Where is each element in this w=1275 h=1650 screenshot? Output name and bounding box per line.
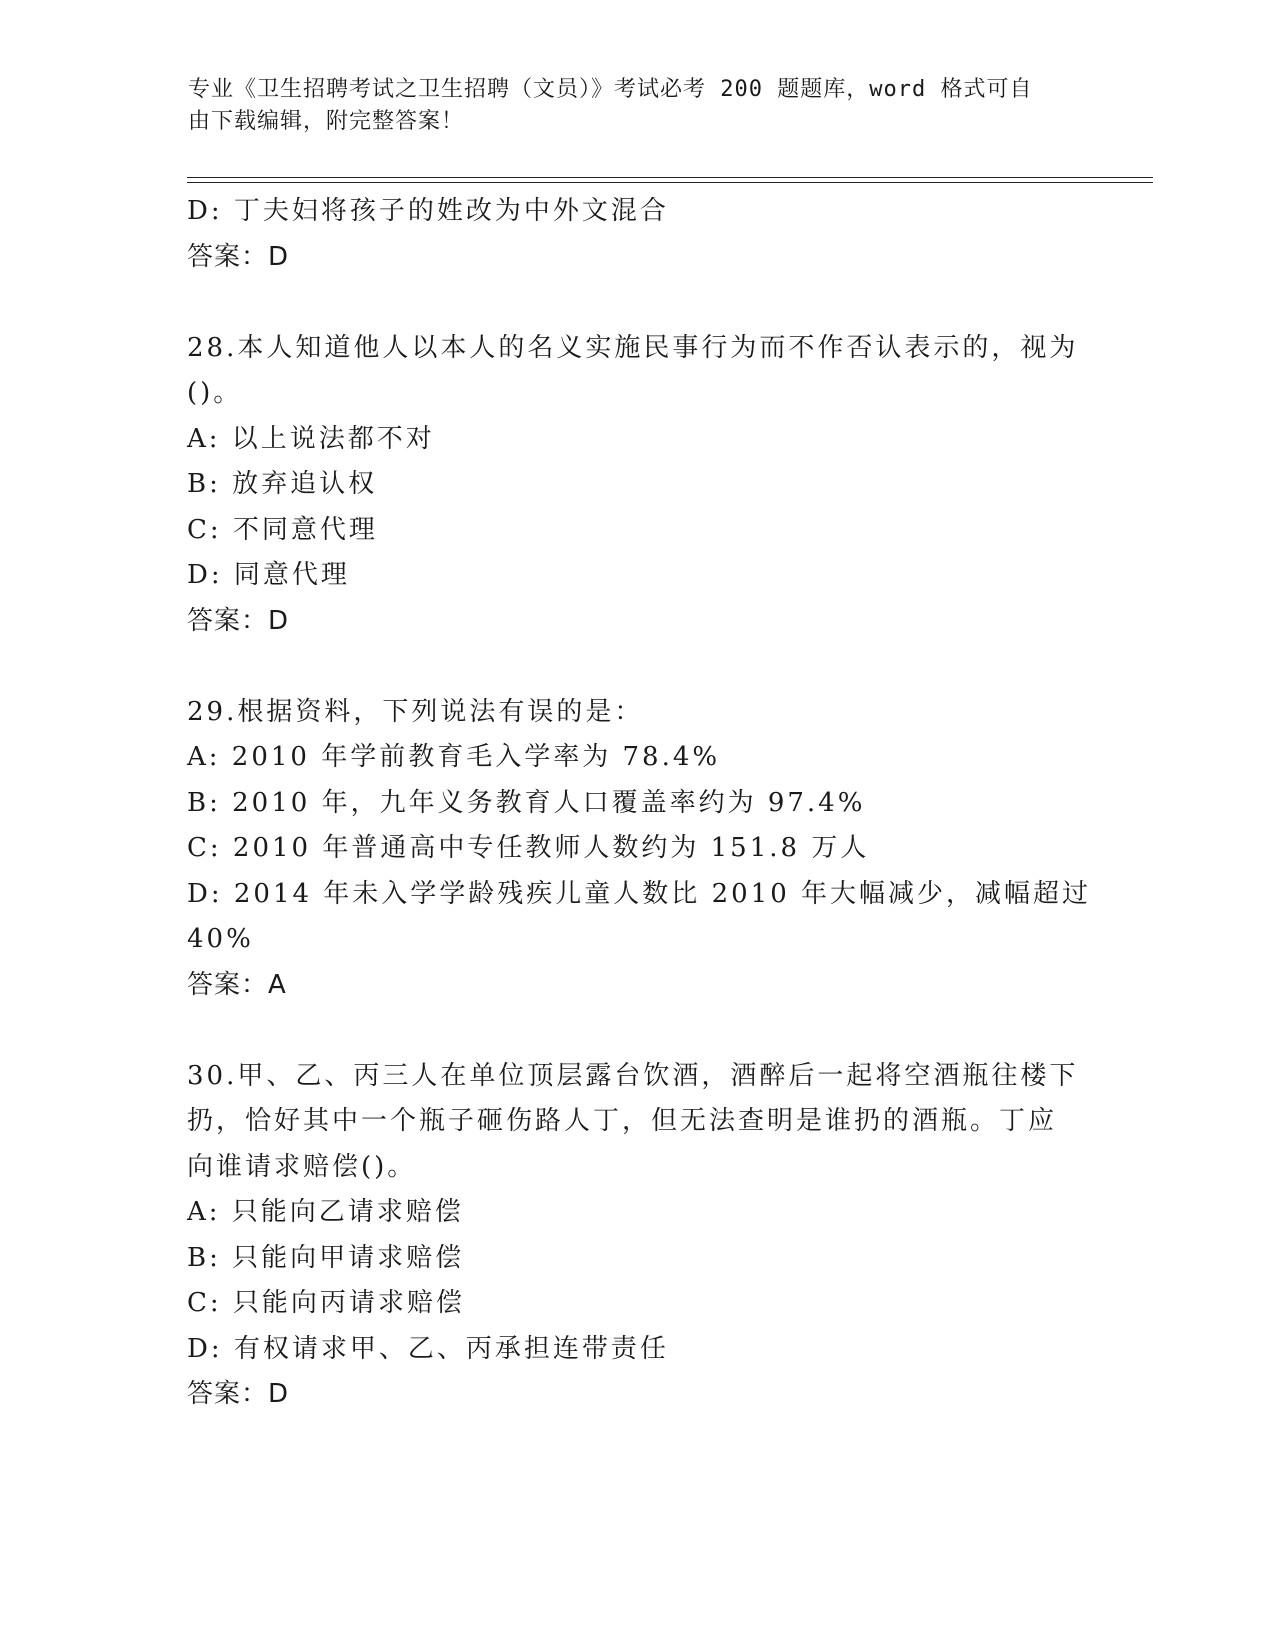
question-stem-line-3: 向谁请求赔偿()。 <box>187 1151 417 1182</box>
answer-line: 答案：D <box>187 241 290 272</box>
question-29 <box>187 690 1092 1009</box>
question-28 <box>187 326 1087 645</box>
option-c: C: 只能向丙请求赔偿 <box>187 1288 465 1318</box>
option-a: A: 以上说法都不对 <box>187 423 435 454</box>
option-b: B: 放弃追认权 <box>187 469 378 499</box>
question-stem-line-1: 30.甲、乙、丙三人在单位顶层露台饮酒，酒醉后一起将空酒瓶往楼下 <box>187 1060 1079 1091</box>
option-a: A: 只能向乙请求赔偿 <box>187 1197 464 1227</box>
header-line-2: 由下载编辑，附完整答案！ <box>188 109 465 134</box>
option-a: A: 2010 年学前教育毛入学率为 78.4% <box>187 742 721 772</box>
answer-line: 答案：D <box>187 1379 290 1409</box>
option-d-line-1: D: 2014 年未入学学龄残疾儿童人数比 2010 年大幅减少，减幅超过 <box>187 878 1092 909</box>
question-stem: 29.根据资料，下列说法有误的是： <box>187 696 644 727</box>
option-d: D: 同意代理 <box>187 560 350 590</box>
question-27-tail <box>187 189 1087 280</box>
option-d-line-2: 40% <box>187 924 254 954</box>
header-rule-bottom <box>187 182 1153 183</box>
answer-line: 答案：A <box>187 969 287 1000</box>
question-stem-line-2: 扔，恰好其中一个瓶子砸伤路人丁，但无法查明是谁扔的酒瓶。丁应 <box>187 1106 1058 1136</box>
question-list <box>187 189 1092 1418</box>
question-stem-line-2: ()。 <box>187 378 243 408</box>
option-d: D: 有权请求甲、乙、丙承担连带责任 <box>187 1333 669 1364</box>
header-rule-top <box>187 177 1153 178</box>
option-b: B: 只能向甲请求赔偿 <box>187 1242 465 1273</box>
option-b: B: 2010 年，九年义务教育人口覆盖率约为 97.4% <box>187 787 866 818</box>
option-c: C: 不同意代理 <box>187 514 378 545</box>
option-c: C: 2010 年普通高中专任教师人数约为 151.8 万人 <box>187 833 870 863</box>
question-stem-line-1: 28.本人知道他人以本人的名义实施民事行为而不作否认表示的，视为 <box>187 332 1079 363</box>
question-30 <box>187 1054 1087 1418</box>
header-line-1: 专业《卫生招聘考试之卫生招聘（文员）》考试必考 200 题题库，word 格式可自 <box>188 77 1033 102</box>
document-header <box>188 74 1068 138</box>
option-d: D: 丁夫妇将孩子的姓改为中外文混合 <box>187 196 669 226</box>
answer-line: 答案：D <box>187 605 290 636</box>
